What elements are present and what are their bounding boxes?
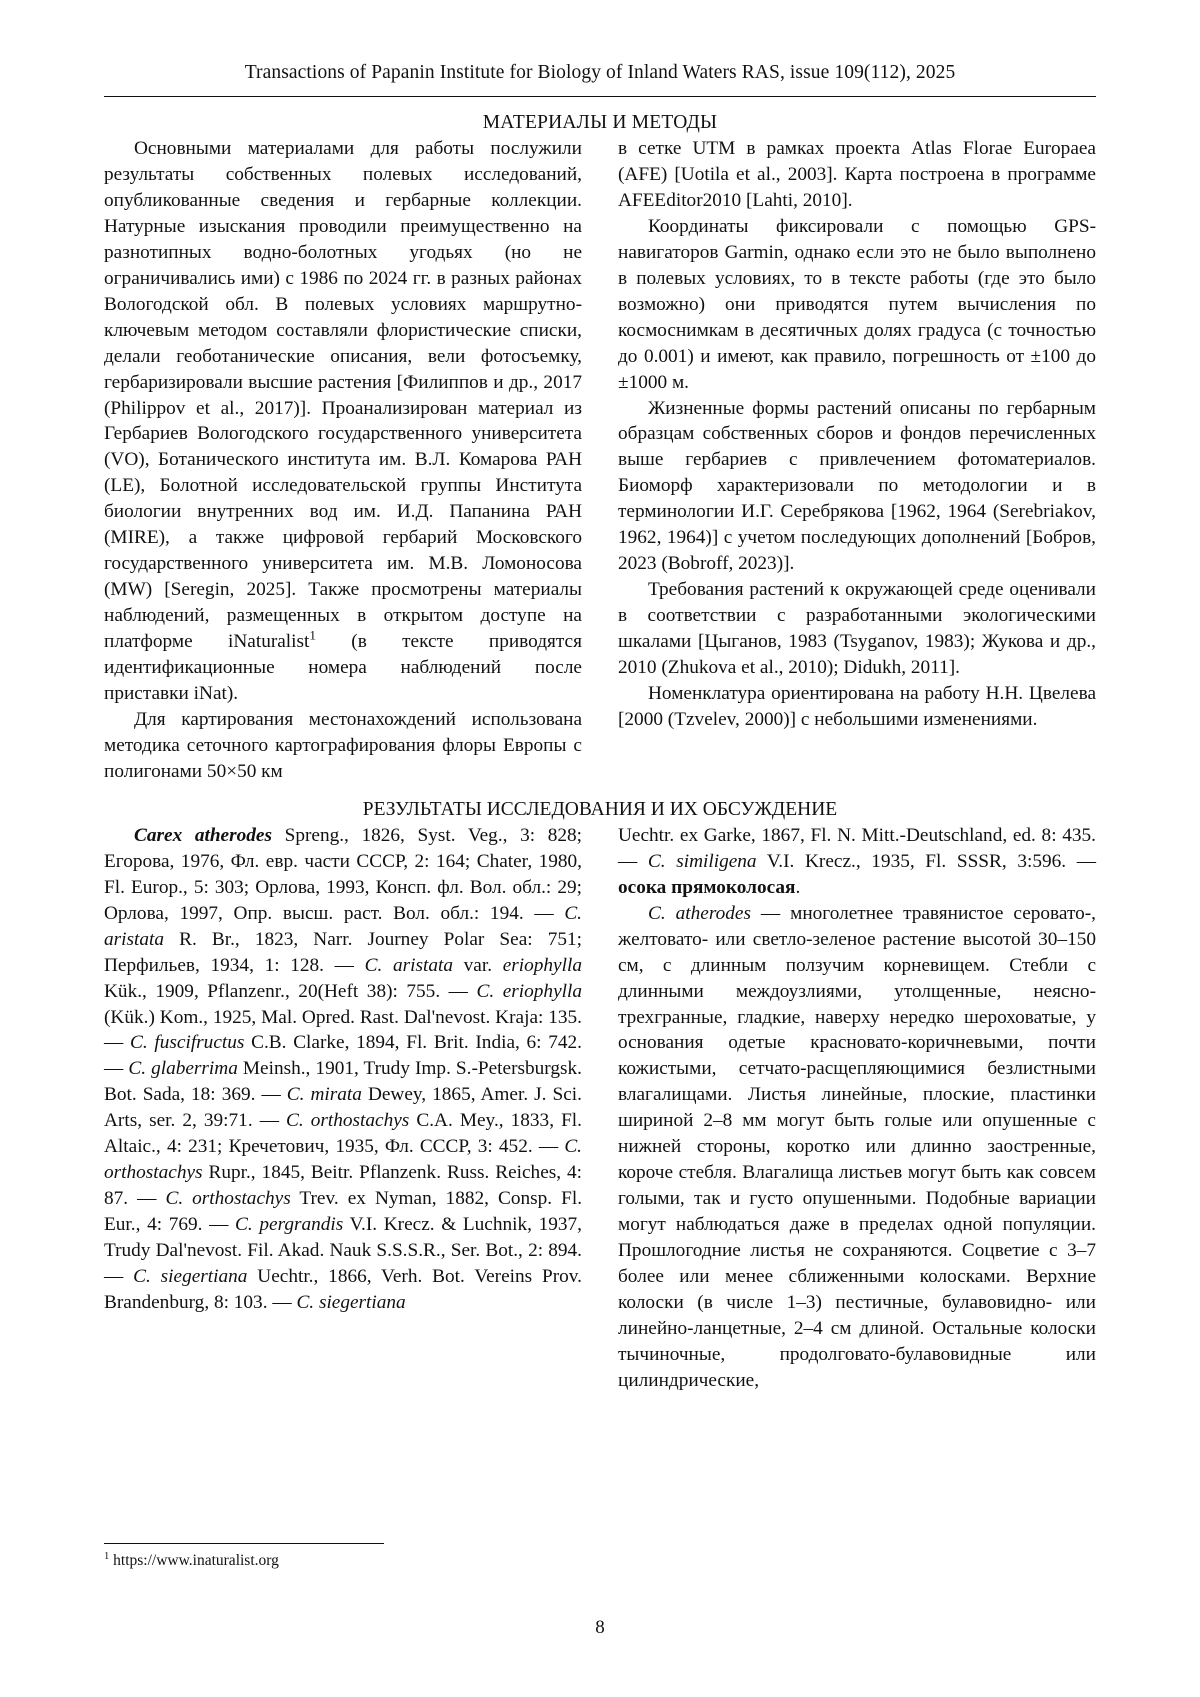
section-title-results: РЕЗУЛЬТАТЫ ИССЛЕДОВАНИЯ И ИХ ОБСУЖДЕНИЕ (362, 798, 838, 820)
synonym-ref: Dewey, 1865, Amer. J. Sci. Arts, ser. 2, 39:71. — (104, 1084, 582, 1132)
running-head: Transactions of Papanin Institute for Biology of Inland Waters RAS, issue 109(112), 2025 (244, 62, 956, 83)
period: . (795, 876, 801, 898)
paragraph: Для картирования местонахождений использована методика сеточного картографирования флоры Европы с полигонами 50×50 км (104, 708, 582, 782)
header-rule (104, 96, 1096, 97)
synonym-name: C. glaberrima (128, 1058, 238, 1080)
results-right-column (618, 823, 1096, 1394)
species-entry (104, 823, 582, 1316)
synonym-name: C. similigena (647, 850, 757, 872)
synonym-ref: Trev. ex Nyman, 1882, Consp. Fl. Eur., 4: 769. — (104, 1188, 583, 1236)
section-title-methods: МАТЕРИАЛЫ И МЕТОДЫ (482, 112, 718, 133)
methods-left-column (104, 136, 582, 785)
synonym-name: C. pergrandis (235, 1214, 344, 1236)
methods-right-column (618, 136, 1096, 785)
results-left-column (104, 823, 582, 1394)
species-russian-name: осока прямоколосая (618, 876, 796, 898)
synonym-ref: Uechtr., 1866, Verh. Bot. Vereins Prov. Brandenburg, 8: 103. — (104, 1266, 582, 1313)
synonym-ref: Kük., 1909, Pflanzenr., 20(Heft 38): 755. — (104, 980, 477, 1002)
paragraph: в сетке UTM в рамках проекта Atlas Florae Europaea (AFE) [Uotila et al., 2003]. Карта построена в программе AFEEditor2010 [Lahti, 2010]. (618, 138, 1096, 211)
footnote-number: 1 (104, 1550, 110, 1562)
species-entry-cont (618, 823, 1096, 901)
synonym-name: C. siegertiana (133, 1266, 248, 1288)
synonym-ref: R. Br., 1823, Narr. Journey Polar Sea: 751; Перфильев, 1934, 1: 128. — (104, 928, 582, 976)
description-text: — многолетнее травянистое серовато-, желтовато- или светло-зеленое растение высотой 30–150 см, с длинным ползучим корневищем. Стебли с длинными междоузлиями, утолщенные, неясно-трехгранные, гладкие, наверху нередко шероховатые, у основания одетые красновато-коричневыми, почти кожистыми, сетчато-расщепляющимися безлистными влагалищами. Листья линейные, плоские, пластинки шириной 2–8 мм могут быть голые или опушенные с нижней стороны, коротко или длинно заостренные, короче стебля. Влагалища листьев могут быть как совсем голыми, так и густо опушенными. Подобные вариации могут наблюдаться даже в пределах одной популяции. Прошлогодние листья не сохраняются. Соцветие с 3–7 более или менее сближенными колосками. Верхние колоски (в числе 1–3) пестичные, булавовидно- или линейно-ланцетные, 2–4 см длиной. Остальные колоски тычиночные, продолговато-булавовидные или цилиндрические, (618, 902, 1096, 1391)
paragraph: Требования растений к окружающей среде оценивали в соответствии с разработанными экологическими шкалами [Цыганов, 1983 (Tsyganov, 1983); Жукова и др., 2010 (Zhukova et al., 2010); Didukh, 2011]. (618, 579, 1096, 679)
paragraph (104, 136, 582, 707)
footnote (104, 1552, 279, 1570)
synonym-name: C. eriophylla (476, 980, 582, 1002)
page-number: 8 (595, 1617, 605, 1638)
page-content (104, 112, 1096, 1394)
paragraph: Номенклатура ориентирована на работу Н.Н. Цвелева [2000 (Tzvelev, 2000)] с небольшими изменениями. (618, 683, 1096, 730)
species-description (618, 901, 1096, 1394)
footnote-rule (104, 1543, 384, 1544)
synonym-name: C. aristata (104, 902, 582, 950)
synonym-ref: Rupr., 1845, Beitr. Pflanzenk. Russ. Reiches, 4: 87. — (104, 1162, 582, 1210)
synonym-ref: Meinsh., 1901, Trudy Imp. S.-Petersburgsk. Bot. Sada, 18: 369. — (104, 1058, 582, 1106)
results-columns (104, 823, 1096, 1394)
species-name: Carex atherodes (134, 824, 272, 846)
synonym-name: C. mirata (286, 1084, 362, 1106)
synonym-ref: var. (452, 954, 503, 976)
synonym-name: C. orthostachys (165, 1188, 291, 1210)
synonym-ref: C.B. Clarke, 1894, Fl. Brit. India, 6: 742. — (104, 1032, 582, 1080)
species-protologue: Spreng., 1826, Syst. Veg., 3: 828; Егорова, 1976, Фл. евр. части СССР, 2: 164; Chater, 1980, Fl. Europ., 5: 303; Орлова, 1993, Консп. фл. Вол. обл.: 29; Орлова, 1997, Опр. высш. раст. Вол. обл.: 194. — (104, 824, 582, 924)
methods-columns (104, 136, 1096, 785)
synonym-ref: V.I. Krecz. & Luchnik, 1937, Trudy Dal'nevost. Fil. Akad. Nauk S.S.S.R., Ser. Bot., 2: 894. — (104, 1214, 582, 1288)
synonym-name: eriophylla (502, 954, 582, 976)
synonym-name: C. aristata (364, 954, 453, 976)
synonym-ref: V.I. Krecz., 1935, Fl. SSSR, 3:596. — (756, 850, 1096, 872)
synonym-ref: (Kük.) Kom., 1925, Mal. Opred. Rast. Dal'nevost. Kraja: 135. — (104, 1006, 582, 1054)
paragraph-text-cont: (в тексте приводятся идентификационные номера наблюдений после приставки iNat). (104, 631, 582, 705)
synonym-name: C. orthostachys (286, 1110, 410, 1132)
footnote-text: https://www.inaturalist.org (109, 1552, 279, 1569)
paragraph: Координаты фиксировали с помощью GPS-навигаторов Garmin, однако если это не было выполнено в полевых условиях, то в тексте работы (где это было возможно) они приводятся путем вычисления по космоснимкам в десятичных долях градуса (с точностью до 0.001) и имеют, как правило, погрешность от ±100 до ±1000 м. (618, 215, 1096, 393)
footnote-marker: 1 (309, 627, 316, 643)
synonym-name: C. fuscifructus (130, 1032, 245, 1054)
synonym-name: C. orthostachys (104, 1136, 582, 1184)
synonym-ref: Uechtr. ex Garke, 1867, Fl. N. Mitt.-Deutschland, ed. 8: 435. — (618, 824, 1096, 872)
paragraph: Жизненные формы растений описаны по гербарным образцам собственных сборов и фондов перечисленных выше гербариев с привлечением фотоматериалов. Биоморф характеризовали по методологии и в терминологии И.Г. Серебрякова [1962, 1964 (Serebriakov, 1962, 1964)] с учетом последующих дополнений [Бобров, 2023 (Bobroff, 2023)]. (618, 397, 1096, 575)
paragraph-text: Основными материалами для работы послужили результаты собственных полевых исследований, опубликованные сведения и гербарные коллекции. Натурные изыскания проводили преимущественно на разнотипных водно-болотных угодьях (но не ограничивались ими) с 1986 по 2024 гг. в разных районах Вологодской обл. В полевых условиях маршрутно-ключевым методом составляли флористические списки, делали геоботанические описания, вели фотосъемку, гербаризировали высшие растения [Филиппов и др., 2017 (Philippov et al., 2017)]. Проанализирован материал из Гербариев Вологодского государственного университета (VO), Ботанического института им. В.Л. Комарова РАН (LE), Болотной исследовательской группы Института биологии внутренних вод им. И.Д. Папанина РАН (MIRE), а также цифровой гербарий Московского государственного университета им. М.В. Ломоносова (MW) [Seregin, 2025]. Также просмотрены материалы наблюдений, размещенных в открытом доступе на платформе iNaturalist (104, 138, 582, 653)
species-abbrev-name: C. atherodes (648, 902, 751, 924)
synonym-ref: C.A. Mey., 1833, Fl. Altaic., 4: 231; Кречетович, 1935, Фл. СССР, 3: 452. — (104, 1110, 582, 1158)
synonym-name: C. siegertiana (296, 1291, 406, 1313)
